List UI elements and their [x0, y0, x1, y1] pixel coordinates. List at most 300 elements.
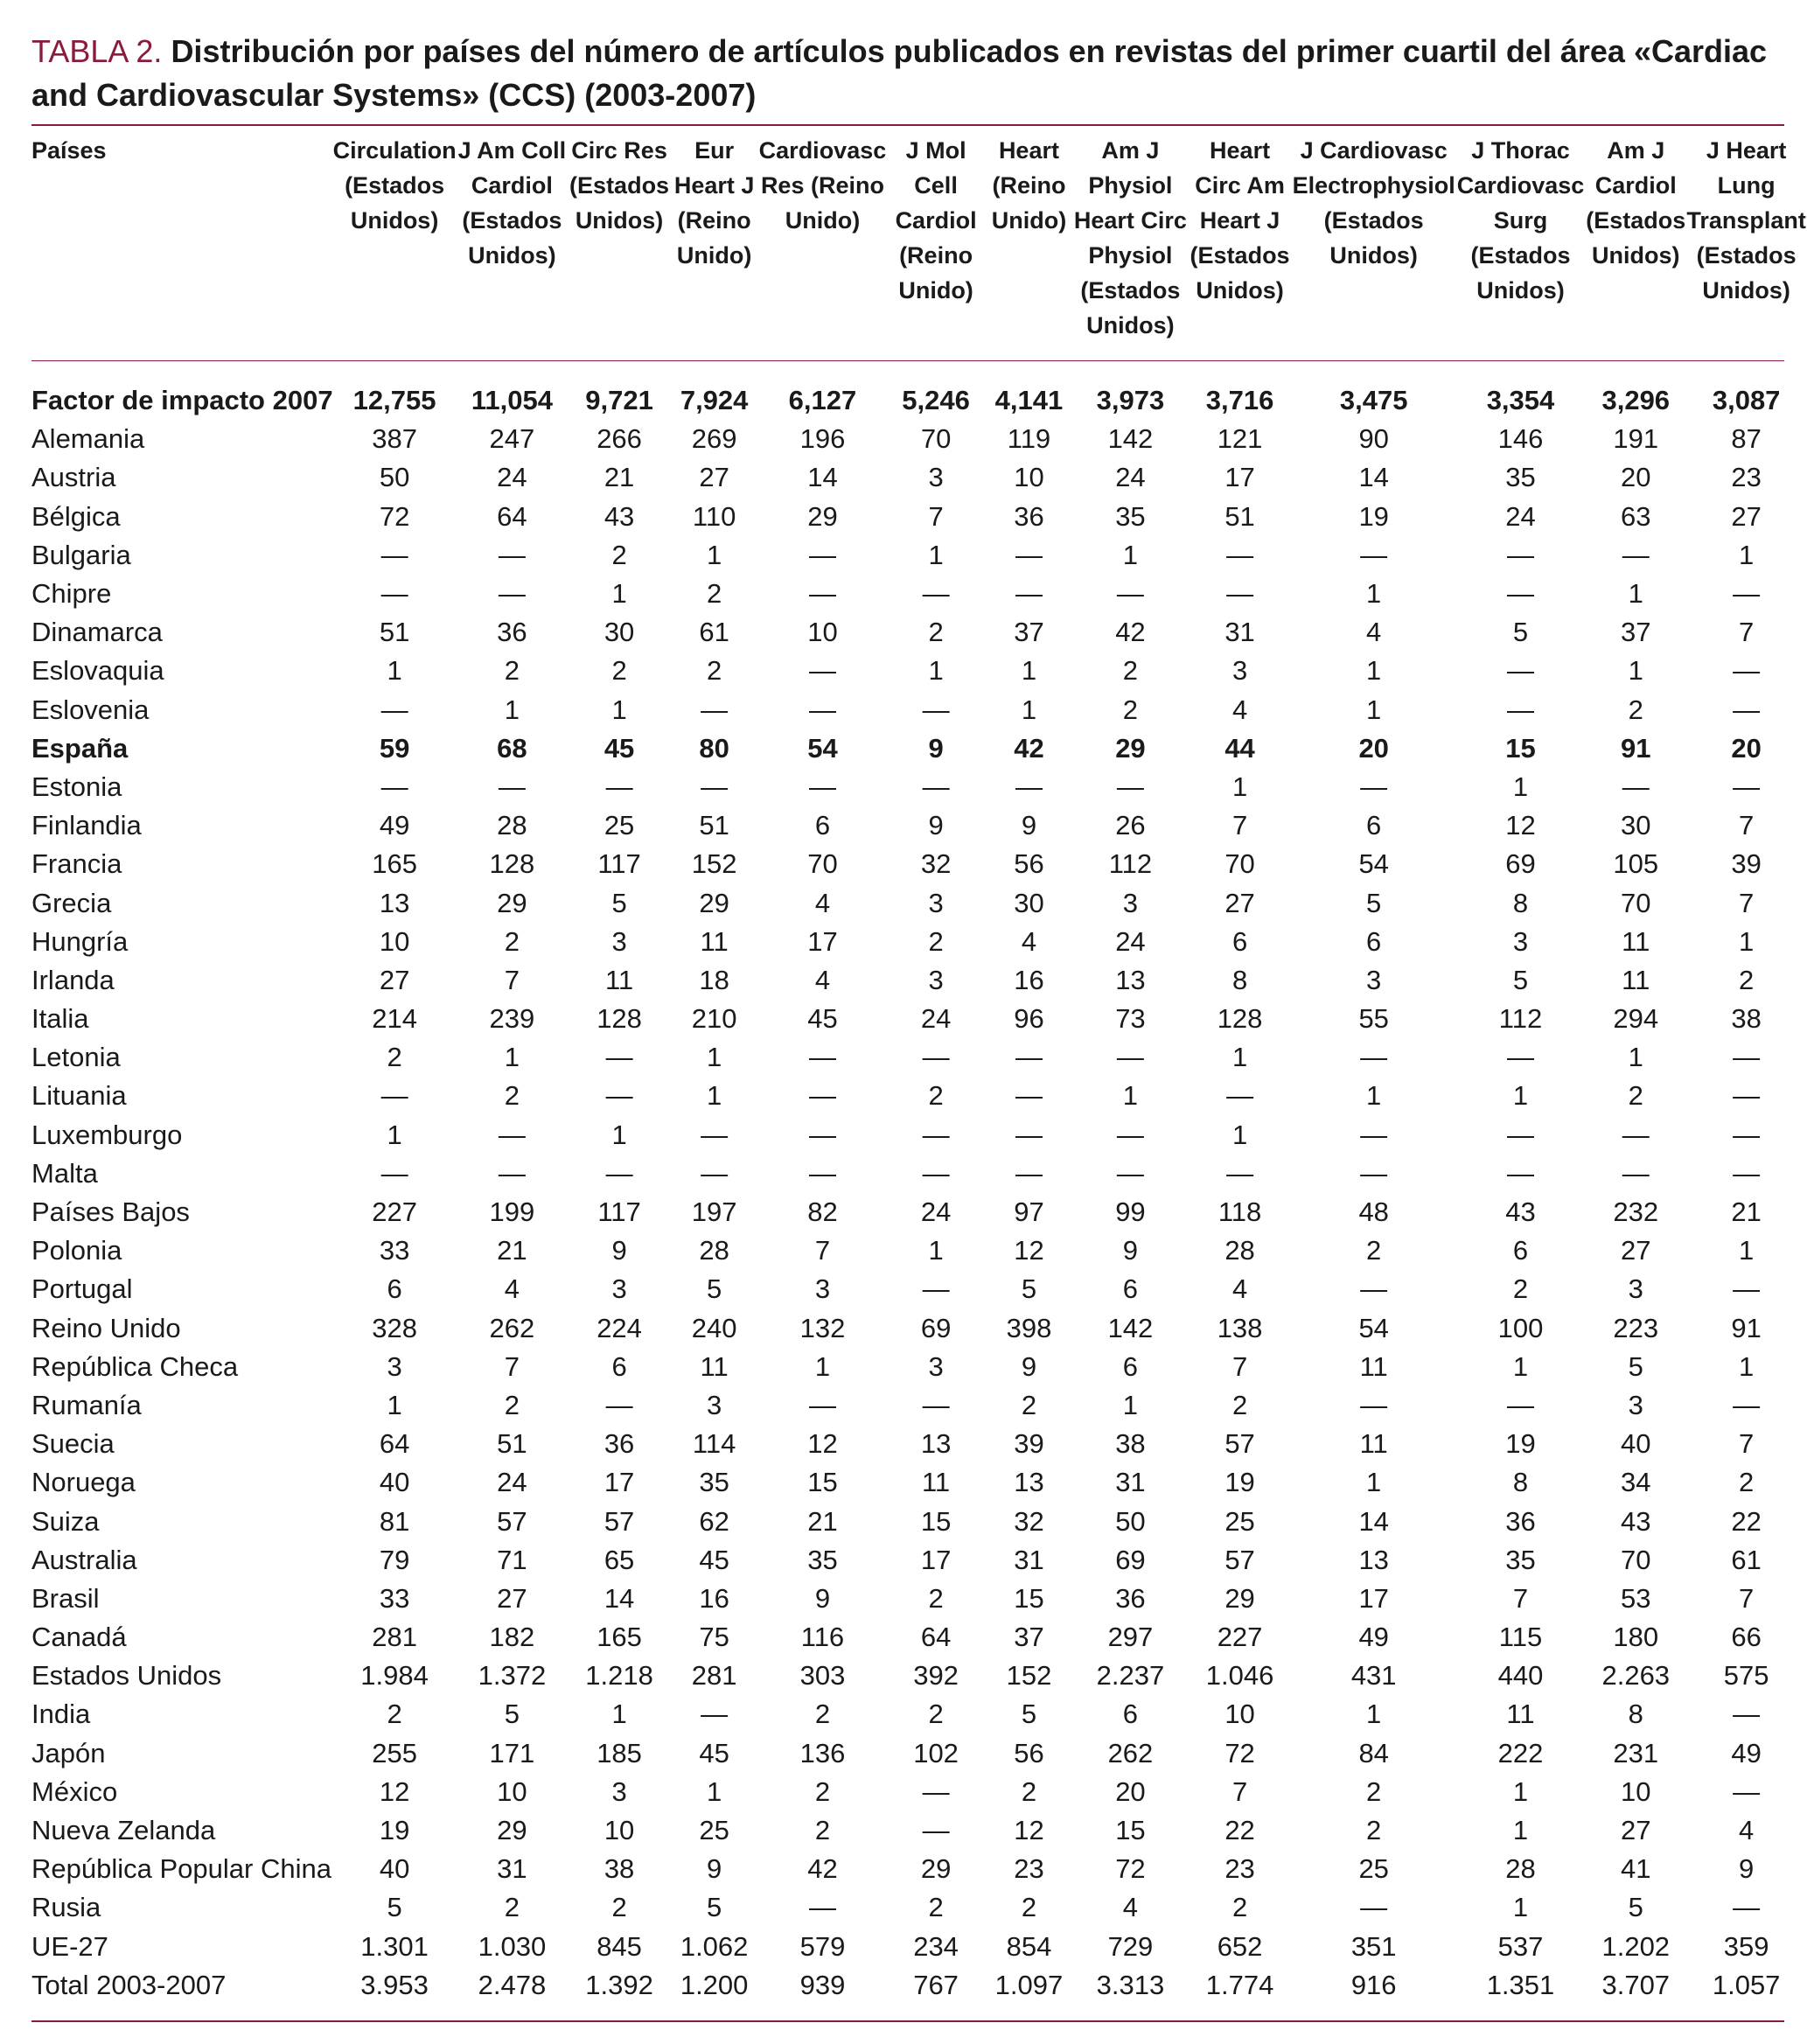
table-cell: 1	[1231, 771, 1248, 802]
row-label: Lituania	[31, 1080, 127, 1112]
table-cell: —	[922, 771, 950, 802]
table-cell: 25	[1224, 1505, 1255, 1537]
table-cell: 3.953	[360, 1969, 429, 2000]
table-cell: 4	[504, 1273, 520, 1305]
table-cell: —	[1360, 539, 1388, 570]
table-cell: 7	[1231, 810, 1248, 841]
table-cell: —	[1506, 694, 1534, 725]
table-row	[24, 961, 1807, 1000]
table-cell: 6	[814, 810, 831, 841]
table-cell: —	[1506, 578, 1534, 610]
table-cell: 27	[1224, 887, 1255, 918]
table-cell: 5	[1021, 1273, 1037, 1305]
row-label: Finlandia	[31, 810, 142, 841]
table-cell: 269	[691, 423, 737, 455]
table-cell: 21	[603, 462, 635, 493]
table-cell: 1	[1628, 655, 1643, 687]
table-cell: 17	[603, 1467, 635, 1498]
table-cell: 43	[1505, 1196, 1536, 1228]
table-cell: 729	[1107, 1930, 1154, 1962]
table-cell: —	[1015, 578, 1043, 610]
table-cell: 3	[928, 462, 944, 493]
row-label: Alemania	[31, 423, 145, 455]
row-label: Letonia	[31, 1042, 121, 1073]
table-cell: 351	[1350, 1930, 1397, 1962]
table-cell: 20	[1731, 732, 1762, 764]
table-row	[24, 1116, 1807, 1155]
table-cell: 14	[1358, 1505, 1389, 1537]
table-cell: 3	[1512, 925, 1529, 957]
table-row	[24, 1618, 1807, 1657]
table-cell: 1	[1122, 1080, 1139, 1112]
table-cell: 66	[1731, 1622, 1762, 1653]
table-cell: —	[1226, 1080, 1254, 1112]
table-cell: 41	[1621, 1853, 1651, 1885]
table-cell: 20	[1115, 1775, 1146, 1807]
table-cell: 6	[1512, 1235, 1529, 1266]
table-cell: 23	[1014, 1853, 1044, 1885]
table-cell: 1	[1366, 578, 1382, 610]
caption-label: TABLA 2.	[31, 33, 163, 69]
table-row	[24, 806, 1807, 845]
table-cell: 5,246	[902, 385, 970, 416]
table-cell: 138	[1217, 1312, 1263, 1343]
table-cell: 2	[1366, 1235, 1382, 1266]
table-cell: 45	[807, 1003, 838, 1035]
table-cell: 2	[814, 1699, 831, 1730]
table-cell: 11	[1622, 964, 1650, 995]
table-cell: —	[1116, 1157, 1144, 1189]
table-cell: 142	[1107, 1312, 1154, 1343]
table-cell: 32	[920, 848, 952, 880]
table-cell: 14	[1358, 462, 1389, 493]
table-row	[24, 1580, 1807, 1618]
table-cell: —	[1733, 771, 1761, 802]
table-cell: 1	[1366, 1467, 1382, 1498]
table-cell: 3	[928, 887, 944, 918]
table-cell: 232	[1613, 1196, 1659, 1228]
table-row	[24, 420, 1807, 458]
table-cell: 10	[603, 1815, 635, 1846]
table-cell: 91	[1621, 732, 1651, 764]
table-cell: 916	[1350, 1969, 1397, 2000]
table-cell: 1.097	[994, 1969, 1064, 2000]
table-cell: 3	[1231, 655, 1248, 687]
table-cell: —	[922, 1273, 950, 1305]
table-row	[24, 371, 1807, 420]
table-cell: 1	[706, 539, 722, 570]
table-cell: —	[498, 1119, 526, 1150]
table-cell: 12	[379, 1775, 410, 1807]
table-cell: 7	[504, 964, 520, 995]
table-cell: —	[605, 1080, 633, 1112]
table-cell: 19	[379, 1815, 410, 1846]
table-cell: 28	[699, 1235, 729, 1266]
table-cell: 2	[928, 925, 944, 957]
table-cell: 171	[489, 1737, 535, 1768]
table-cell: —	[1622, 1157, 1650, 1189]
row-label: Malta	[31, 1157, 98, 1189]
table-cell: 72	[1115, 1853, 1146, 1885]
table-cell: —	[1506, 1157, 1534, 1189]
table-row	[24, 1386, 1807, 1425]
table-row	[24, 1928, 1807, 1966]
table-cell: 2	[928, 1080, 944, 1112]
table-cell: —	[922, 1157, 950, 1189]
table-row	[24, 845, 1807, 883]
table-cell: 55	[1358, 1003, 1389, 1035]
table-cell: 15	[1505, 732, 1536, 764]
table-cell: 2	[611, 1892, 627, 1923]
table-cell: 3	[611, 925, 627, 957]
table-cell: —	[1733, 1119, 1761, 1150]
table-cell: 3,716	[1205, 385, 1274, 416]
table-cell: 117	[597, 848, 641, 880]
table-cell: 845	[597, 1930, 642, 1962]
table-cell: —	[605, 771, 633, 802]
table-cell: 34	[1621, 1467, 1651, 1498]
table-cell: 14	[807, 462, 838, 493]
table-cell: 1	[928, 539, 944, 570]
table-cell: 1.774	[1205, 1969, 1274, 2000]
table-cell: 575	[1723, 1660, 1769, 1692]
table-cell: 79	[379, 1544, 410, 1575]
table-cell: 23	[1224, 1853, 1255, 1885]
table-cell: 7	[1739, 1428, 1755, 1460]
table-cell: 247	[489, 423, 535, 455]
table-cell: 21	[497, 1235, 527, 1266]
table-cell: —	[922, 1042, 950, 1073]
row-label: India	[31, 1699, 91, 1730]
table-cell: 48	[1358, 1196, 1389, 1228]
table-cell: 22	[1731, 1505, 1762, 1537]
table-cell: —	[498, 578, 526, 610]
column-header-journal: Heart Circ Am Heart J (Estados Unidos)	[1190, 137, 1290, 303]
table-cell: 3	[1366, 964, 1382, 995]
table-cell: —	[808, 539, 836, 570]
table-cell: 117	[597, 1196, 641, 1228]
table-cell: 8	[1628, 1699, 1643, 1730]
table-cell: 61	[699, 617, 729, 648]
table-cell: —	[1015, 539, 1043, 570]
table-cell: 39	[1014, 1428, 1044, 1460]
table-cell: 23	[1731, 462, 1762, 493]
table-cell: 266	[597, 423, 642, 455]
table-cell: 9	[814, 1582, 831, 1614]
table-cell: 2	[814, 1775, 831, 1807]
table-cell: 9	[928, 732, 944, 764]
table-cell: 116	[800, 1622, 845, 1653]
table-cell: 7	[1739, 1582, 1755, 1614]
table-cell: 6,127	[788, 385, 857, 416]
table-cell: 36	[603, 1428, 635, 1460]
table-cell: 132	[799, 1312, 846, 1343]
table-cell: 29	[807, 500, 838, 532]
table-cell: 44	[1224, 732, 1255, 764]
row-label: Hungría	[31, 925, 129, 957]
table-cell: 24	[1505, 500, 1536, 532]
table-cell: 255	[372, 1737, 417, 1768]
table-row	[24, 1773, 1807, 1811]
table-cell: —	[1360, 771, 1388, 802]
table-cell: 69	[920, 1312, 952, 1343]
row-label: Dinamarca	[31, 617, 163, 648]
table-cell: 9	[706, 1853, 722, 1885]
table-cell: 29	[497, 887, 527, 918]
table-cell: 68	[497, 732, 527, 764]
table-cell: 2	[706, 578, 722, 610]
table-cell: 3,973	[1096, 385, 1165, 416]
table-cell: 37	[1014, 1622, 1044, 1653]
table-cell: 105	[1613, 848, 1659, 880]
table-cell: 579	[799, 1930, 846, 1962]
table-cell: —	[922, 1815, 950, 1846]
table-cell: 12,755	[352, 385, 436, 416]
table-row	[24, 536, 1807, 575]
row-label: Chipre	[31, 578, 112, 610]
table-cell: 72	[1224, 1737, 1255, 1768]
table-cell: —	[1733, 694, 1761, 725]
table-cell: 1.351	[1486, 1969, 1555, 2000]
table-cell: 53	[1621, 1582, 1651, 1614]
table-cell: 36	[497, 617, 527, 648]
table-cell: —	[1015, 1042, 1043, 1073]
table-cell: 2	[928, 617, 944, 648]
table-cell: 11	[1359, 1428, 1388, 1460]
table-cell: —	[922, 1119, 950, 1150]
table-cell: 197	[691, 1196, 737, 1228]
table-cell: 15	[807, 1467, 838, 1498]
table-cell: —	[1506, 1119, 1534, 1150]
table-cell: —	[1733, 1892, 1761, 1923]
table-row	[24, 1695, 1807, 1734]
table-cell: 387	[372, 423, 417, 455]
table-cell: 57	[1224, 1544, 1255, 1575]
table-cell: 114	[692, 1428, 736, 1460]
row-label: Factor de impacto 2007	[31, 385, 333, 416]
table-cell: 15	[1014, 1582, 1044, 1614]
table-cell: 27	[699, 462, 729, 493]
table-cell: 3,087	[1712, 385, 1781, 416]
row-label: Estonia	[31, 771, 122, 802]
table-cell: 152	[691, 848, 737, 880]
table-cell: 21	[807, 1505, 838, 1537]
table-cell: 50	[1115, 1505, 1146, 1537]
table-cell: 1.057	[1712, 1969, 1781, 2000]
table-cell: 102	[913, 1737, 959, 1768]
table-cell: 10	[807, 617, 838, 648]
table-cell: 29	[1224, 1582, 1255, 1614]
table-cell: —	[1622, 771, 1650, 802]
table-cell: 1	[1512, 1815, 1529, 1846]
table-cell: 3,296	[1601, 385, 1671, 416]
row-label: Reino Unido	[31, 1312, 181, 1343]
table-cell: —	[922, 1389, 950, 1420]
table-cell: 90	[1358, 423, 1389, 455]
table-cell: 1	[1739, 925, 1755, 957]
table-cell: 28	[497, 810, 527, 841]
table-cell: 328	[372, 1312, 417, 1343]
table-cell: 5	[504, 1699, 520, 1730]
table-cell: 38	[1115, 1428, 1146, 1460]
table-cell: 96	[1014, 1003, 1044, 1035]
table-cell: 11	[1359, 1350, 1388, 1382]
table-cell: 2	[814, 1815, 831, 1846]
table-cell: 2	[1628, 1080, 1643, 1112]
table-cell: 196	[799, 423, 846, 455]
table-cell: —	[498, 539, 526, 570]
table-cell: 81	[379, 1505, 410, 1537]
table-cell: 11	[1506, 1699, 1535, 1730]
table-cell: 33	[379, 1582, 410, 1614]
table-cell: —	[1506, 655, 1534, 687]
table-cell: 35	[1505, 462, 1536, 493]
table-cell: 5	[1628, 1892, 1643, 1923]
table-cell: 2	[504, 1080, 520, 1112]
table-cell: —	[1226, 578, 1254, 610]
table-cell: 6	[387, 1273, 402, 1305]
table-cell: 87	[1731, 423, 1762, 455]
row-label: Suiza	[31, 1505, 100, 1537]
table-cell: 223	[1613, 1312, 1659, 1343]
table-cell: 2.237	[1096, 1660, 1165, 1692]
table-cell: 11	[700, 925, 729, 957]
table-cell: 13	[379, 887, 410, 918]
table-cell: —	[1733, 1157, 1761, 1189]
table-cell: —	[1733, 1775, 1761, 1807]
table-cell: 1	[1628, 1042, 1643, 1073]
table-cell: 359	[1723, 1930, 1769, 1962]
table-cell: 31	[1014, 1544, 1044, 1575]
table-cell: 17	[920, 1544, 952, 1575]
table-cell: 12	[807, 1428, 838, 1460]
table-cell: 17	[807, 925, 838, 957]
table-cell: 9	[1021, 810, 1037, 841]
table-cell: 281	[372, 1622, 417, 1653]
table-cell: 25	[603, 810, 635, 841]
table-cell: —	[1733, 1273, 1761, 1305]
table-cell: 54	[1358, 848, 1389, 880]
table-cell: 70	[1621, 887, 1651, 918]
table-cell: 37	[1621, 617, 1651, 648]
table-cell: —	[922, 578, 950, 610]
table-cell: 224	[597, 1312, 642, 1343]
table-cell: 51	[699, 810, 729, 841]
table-cell: 115	[1498, 1622, 1543, 1653]
table-cell: 2	[1512, 1273, 1529, 1305]
table-cell: 62	[699, 1505, 729, 1537]
table-cell: 5	[1628, 1350, 1643, 1382]
table-cell: 1	[1122, 1389, 1139, 1420]
table-cell: 9,721	[585, 385, 653, 416]
table-cell: 65	[603, 1544, 635, 1575]
table-cell: 294	[1613, 1003, 1659, 1035]
table-cell: 24	[497, 462, 527, 493]
table-cell: 2	[1366, 1815, 1382, 1846]
table-cell: 28	[1505, 1853, 1536, 1885]
table-cell: 56	[1014, 848, 1044, 880]
table-cell: 4	[1122, 1892, 1139, 1923]
table-cell: —	[808, 1892, 836, 1923]
table-cell: 35	[1505, 1544, 1536, 1575]
table-cell: 19	[1505, 1428, 1536, 1460]
table-cell: 1	[706, 1775, 722, 1807]
table-cell: 30	[603, 617, 635, 648]
table-cell: 9	[1021, 1350, 1037, 1382]
table-row	[24, 652, 1807, 690]
column-header-journal: J Mol Cell Cardiol (Reino Unido)	[895, 137, 977, 303]
table-cell: 262	[489, 1312, 535, 1343]
table-cell: 19	[1224, 1467, 1255, 1498]
table-cell: 15	[920, 1505, 952, 1537]
table-row	[24, 1811, 1807, 1850]
table-row	[24, 1038, 1807, 1077]
table-cell: 7	[1231, 1350, 1248, 1382]
table-cell: 2	[928, 1892, 944, 1923]
row-label: República Checa	[31, 1350, 239, 1382]
table-cell: 3	[1122, 887, 1139, 918]
table-cell: 64	[497, 500, 527, 532]
table-cell: 15	[1115, 1815, 1146, 1846]
table-cell: 59	[379, 732, 410, 764]
table-cell: 51	[1224, 500, 1255, 532]
table-cell: 234	[913, 1930, 959, 1962]
table-cell: 84	[1358, 1737, 1389, 1768]
table-cell: 8	[1512, 1467, 1529, 1498]
table-cell: 1	[611, 1119, 627, 1150]
table-cell: 1.392	[585, 1969, 653, 2000]
table-cell: —	[1733, 578, 1761, 610]
table-cell: 12	[1505, 810, 1536, 841]
row-label: Austria	[31, 462, 116, 493]
table-cell: 767	[913, 1969, 959, 2000]
table-cell: 5	[1021, 1699, 1037, 1730]
table-cell: 51	[379, 617, 410, 648]
table-cell: 16	[699, 1582, 729, 1614]
top-rule	[31, 124, 1784, 126]
table-cell: —	[1622, 539, 1650, 570]
table-row	[24, 1425, 1807, 1463]
table-row	[24, 1734, 1807, 1773]
table-cell: 227	[372, 1196, 417, 1228]
table-cell: 7	[504, 1350, 520, 1382]
table-cell: —	[701, 771, 729, 802]
row-label: Grecia	[31, 887, 112, 918]
table-cell: 431	[1350, 1660, 1397, 1692]
table-row	[24, 1850, 1807, 1888]
table-cell: 11	[604, 964, 634, 995]
table-cell: 6	[1122, 1273, 1139, 1305]
table-cell: 7	[1739, 887, 1755, 918]
table-cell: 45	[699, 1737, 729, 1768]
table-cell: —	[498, 1157, 526, 1189]
table-cell: 1	[1628, 578, 1643, 610]
table-cell: 42	[1115, 617, 1146, 648]
table-cell: 6	[1122, 1699, 1139, 1730]
table-cell: 10	[379, 925, 410, 957]
table-cell: 5	[706, 1892, 722, 1923]
table-cell: 303	[799, 1660, 846, 1692]
table-cell: 2	[504, 655, 520, 687]
table-cell: 128	[489, 848, 535, 880]
table-cell: 2	[504, 925, 520, 957]
column-header-journal: Heart (Reino Unido)	[991, 137, 1067, 234]
table-cell: —	[380, 578, 408, 610]
table-cell: 27	[379, 964, 410, 995]
table-cell: 36	[1505, 1505, 1536, 1537]
table-cell: 1	[1366, 694, 1382, 725]
row-label: Brasil	[31, 1582, 100, 1614]
